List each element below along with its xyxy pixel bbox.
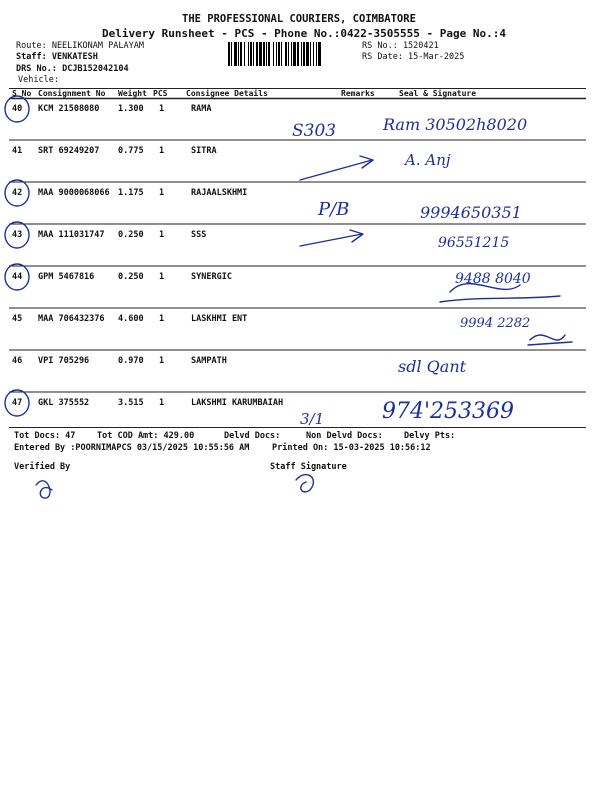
row-weight: 0.970 xyxy=(118,356,144,366)
col-header-consignee: Consignee Details xyxy=(186,89,268,98)
row-sno: 42 xyxy=(12,188,23,198)
row-sno: 44 xyxy=(12,272,23,282)
row-pcs: 1 xyxy=(159,356,165,366)
handwritten-signature: 9488 8040 xyxy=(455,271,531,287)
row-weight: 0.250 xyxy=(118,272,144,282)
row-consignment: VPI 705296 xyxy=(38,356,90,366)
handwritten-signature: 9994 2282 xyxy=(460,316,531,331)
handwritten-remark: P/B xyxy=(318,199,350,220)
handwritten-remark: S303 xyxy=(292,121,337,141)
row-weight: 1.175 xyxy=(118,188,144,198)
route-label: Route: NEELIKONAM PALAYAM xyxy=(16,41,144,51)
row-consignment: KCM 21508080 xyxy=(38,104,100,114)
row-pcs: 1 xyxy=(159,272,165,282)
circle-mark xyxy=(5,96,29,122)
circle-mark xyxy=(5,180,29,206)
row-consignee: SAMPATH xyxy=(191,356,227,366)
staff-label-text: Staff: xyxy=(16,52,47,62)
row-pcs: 1 xyxy=(159,104,165,114)
verified-by-signature xyxy=(36,481,52,498)
company-name: THE PROFESSIONAL COURIERS, COIMBATORE xyxy=(182,13,416,25)
row-sno: 47 xyxy=(12,398,23,408)
signature-scribble xyxy=(528,335,572,345)
row-weight: 4.600 xyxy=(118,314,144,324)
col-header-pcs: PCS xyxy=(153,89,168,98)
circle-mark xyxy=(5,264,29,290)
row-sno: 40 xyxy=(12,104,23,114)
circle-mark xyxy=(5,390,29,416)
row-consignee: LASKHMI ENT xyxy=(191,314,248,324)
handwritten-signature: A. Anj xyxy=(405,151,451,169)
col-header-consignment: Consignment No xyxy=(38,89,106,98)
col-header-seal-signature: Seal & Signature xyxy=(399,89,477,98)
delivery-points: Delvy Pts: xyxy=(404,431,456,441)
drs-label-text: DRS No.: xyxy=(16,64,57,74)
row-consignee: RAJAALSKHMI xyxy=(191,188,248,198)
row-consignment: GPM 5467816 xyxy=(38,272,95,282)
row-consignee: RAMA xyxy=(191,104,212,114)
vehicle-label: Vehicle: xyxy=(18,75,59,85)
row-sno: 43 xyxy=(12,230,23,240)
handwritten-signature: 9994650351 xyxy=(420,203,522,222)
circle-mark xyxy=(5,222,29,248)
rs-number: RS No.: 1520421 xyxy=(362,41,439,51)
row-consignee: SSS xyxy=(191,230,207,240)
total-docs: Tot Docs: 47 xyxy=(14,431,76,441)
rs-date: RS Date: 15-Mar-2025 xyxy=(362,52,465,62)
row-weight: 0.775 xyxy=(118,146,144,156)
delivered-docs: Delvd Docs: xyxy=(224,431,281,441)
handwritten-remark: 3/1 xyxy=(300,410,325,428)
col-header-remarks: Remarks xyxy=(341,89,375,98)
staff-name: VENKATESH xyxy=(51,52,98,62)
row-weight: 0.250 xyxy=(118,230,144,240)
row-consignment: SRT 69249207 xyxy=(38,146,100,156)
row-sno: 46 xyxy=(12,356,23,366)
row-sno: 45 xyxy=(12,314,23,324)
drs-value: DCJB152042104 xyxy=(62,64,129,74)
handwritten-signature: Ram 30502h8020 xyxy=(383,115,528,134)
row-consignment: MAA 9000068066 xyxy=(38,188,110,198)
row-pcs: 1 xyxy=(159,314,165,324)
printed-on: Printed On: 15-03-2025 10:56:12 xyxy=(272,443,431,453)
row-pcs: 1 xyxy=(159,398,165,408)
row-consignment: GKL 375552 xyxy=(38,398,90,408)
row-consignee: LAKSHMI KARUMBAIAH xyxy=(191,398,284,408)
row-consignment: MAA 706432376 xyxy=(38,314,105,324)
arrow-mark xyxy=(300,230,363,246)
staff-signature-mark xyxy=(296,475,313,492)
arrow-mark xyxy=(300,156,373,180)
col-header-sno: S No xyxy=(12,89,32,98)
handwritten-signature: 974'253369 xyxy=(382,399,515,424)
staff-signature-label: Staff Signature xyxy=(270,462,347,472)
handwritten-signature: 96551215 xyxy=(438,235,510,251)
row-consignee: SITRA xyxy=(191,146,217,156)
row-pcs: 1 xyxy=(159,188,165,198)
row-sno: 41 xyxy=(12,146,23,156)
non-delivered-docs: Non Delvd Docs: xyxy=(306,431,383,441)
row-consignment: MAA 111031747 xyxy=(38,230,105,240)
total-cod-amount: Tot COD Amt: 429.00 xyxy=(97,431,195,441)
runsheet-subtitle: Delivery Runsheet - PCS - Phone No.:0422-3505555 - Page No.:4 xyxy=(102,27,506,40)
row-pcs: 1 xyxy=(159,146,165,156)
row-pcs: 1 xyxy=(159,230,165,240)
row-weight: 1.300 xyxy=(118,104,144,114)
verified-by-label: Verified By xyxy=(14,462,71,472)
entered-by: Entered By :POORNIMAPCS 03/15/2025 10:55:56 AM xyxy=(14,443,250,453)
row-consignee: SYNERGIC xyxy=(191,272,232,282)
col-header-weight: Weight xyxy=(118,89,147,98)
row-weight: 3.515 xyxy=(118,398,144,408)
handwritten-signature: sdl Qant xyxy=(398,357,467,376)
